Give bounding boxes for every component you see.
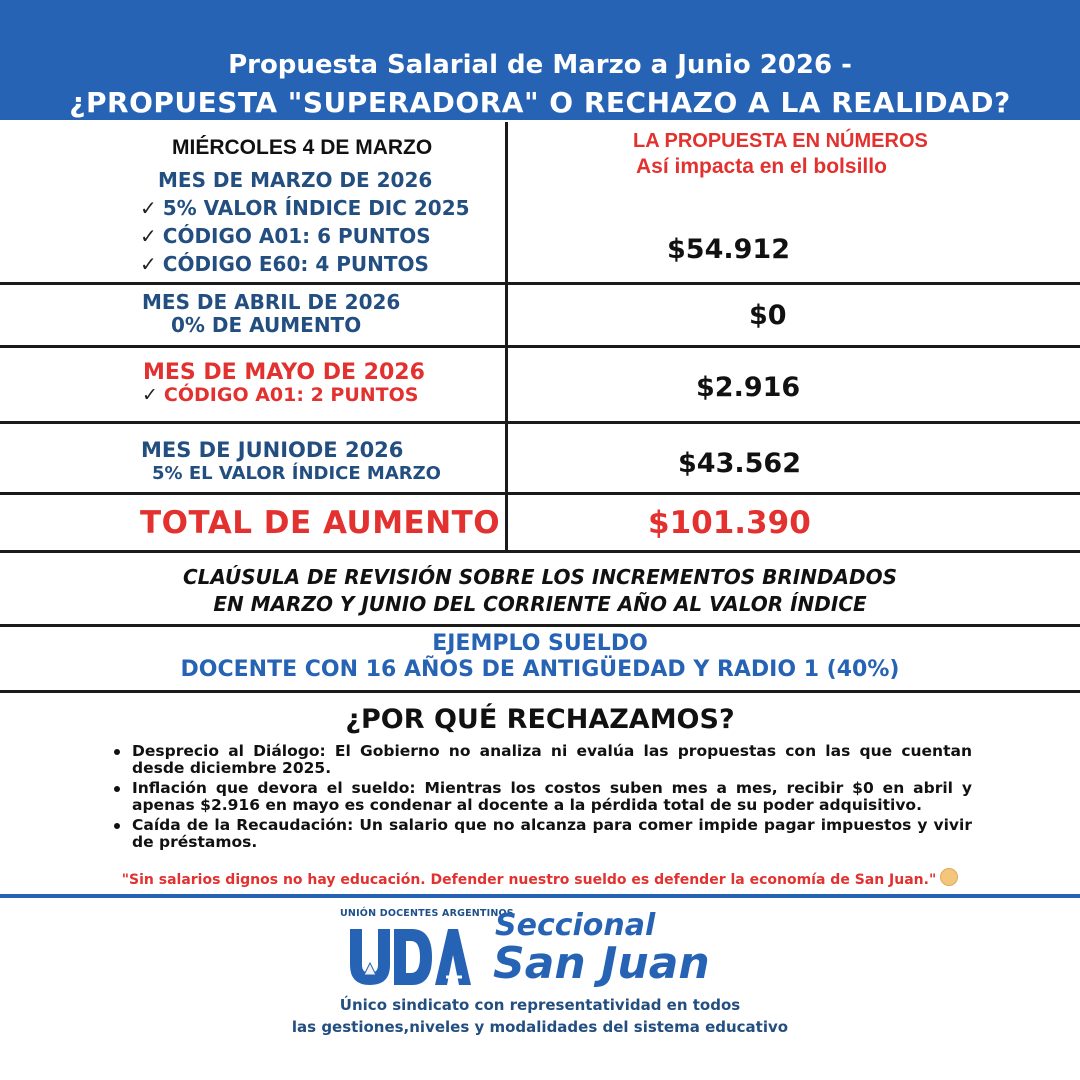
tagline-line1: Único sindicato con representatividad en todos bbox=[339, 996, 741, 1014]
why-bullet-2-text: Inflación que devora el sueldo: Mientras los costos suben mes a mes, recibir $0 en abril y apenas $2.916 en mayo es condenar al docente a la pérdida total de su poder adquisitivo. bbox=[132, 779, 972, 814]
example-divider bbox=[0, 690, 1080, 693]
bullet-icon bbox=[114, 786, 120, 792]
clause-line2: EN MARZO Y JUNIO DEL CORRIENTE AÑO AL VALOR ÍNDICE bbox=[213, 592, 867, 616]
table-divider-1 bbox=[0, 282, 1080, 285]
clause-line1: CLAÚSULA DE REVISIÓN SOBRE LOS INCREMENTOS BRINDADOS bbox=[182, 565, 898, 589]
total-label: TOTAL DE AUMENTO bbox=[140, 505, 501, 541]
sun-emoji-icon bbox=[940, 868, 958, 886]
clause-divider bbox=[0, 624, 1080, 627]
april-month-label: MES DE ABRIL DE 2026 bbox=[142, 290, 401, 314]
table-divider-4 bbox=[0, 492, 1080, 495]
why-bullet-list bbox=[110, 743, 972, 854]
june-month-label: MES DE JUNIODE 2026 bbox=[141, 438, 404, 462]
bullet-icon bbox=[114, 823, 120, 829]
march-item-3 bbox=[140, 252, 429, 276]
example-line2: DOCENTE CON 16 AÑOS DE ANTIGÜEDAD Y RADIO 1 (40%) bbox=[180, 657, 900, 682]
table-divider-3 bbox=[0, 421, 1080, 424]
why-title: ¿POR QUÉ RECHAZAMOS? bbox=[345, 704, 735, 735]
march-item-1 bbox=[140, 196, 470, 220]
check-icon: ✓ bbox=[140, 224, 157, 248]
why-bullet-3-text: Caída de la Recaudación: Un salario que no alcanza para comer impide pagar impuestos y vivir de préstamos. bbox=[132, 816, 972, 851]
seccional-label: Seccional bbox=[495, 908, 656, 943]
header-title-line1: Propuesta Salarial de Marzo a Junio 2026 - bbox=[228, 50, 852, 80]
table-column-divider bbox=[505, 122, 508, 550]
may-amount: $2.916 bbox=[696, 372, 801, 403]
why-bullet-1 bbox=[110, 743, 972, 777]
right-title-2: Así impacta en el bolsillo bbox=[636, 155, 887, 178]
may-item-1 bbox=[142, 384, 418, 406]
march-month-label: MES DE MARZO DE 2026 bbox=[158, 168, 433, 192]
header-banner bbox=[0, 0, 1080, 120]
total-amount: $101.390 bbox=[648, 505, 811, 541]
table-divider-5 bbox=[0, 550, 1080, 553]
why-bullet-2 bbox=[110, 780, 972, 814]
quote-text: "Sin salarios dignos no hay educación. Defender nuestro sueldo es defender la economía de San Juan." bbox=[121, 872, 937, 888]
why-bullet-1-text: Desprecio al Diálogo: El Gobierno no analiza ni evalúa las propuestas con las que cuentan desde diciembre 2025. bbox=[132, 742, 972, 777]
march-item-2 bbox=[140, 224, 431, 248]
right-title-1: LA PROPUESTA EN NÚMEROS bbox=[633, 130, 928, 152]
june-amount: $43.562 bbox=[678, 448, 801, 479]
june-detail: 5% EL VALOR ÍNDICE MARZO bbox=[152, 463, 441, 484]
bullet-icon bbox=[114, 749, 120, 755]
may-month-label: MES DE MAYO DE 2026 bbox=[143, 360, 425, 385]
uda-logo bbox=[348, 925, 471, 985]
march-item-2-text: CÓDIGO A01: 6 PUNTOS bbox=[162, 224, 431, 248]
may-item-1-text: CÓDIGO A01: 2 PUNTOS bbox=[163, 384, 419, 406]
uda-logo-icon bbox=[348, 925, 471, 985]
example-line1: EJEMPLO SUELDO bbox=[432, 631, 648, 656]
april-amount: $0 bbox=[749, 300, 787, 331]
date-label: MIÉRCOLES 4 DE MARZO bbox=[172, 136, 433, 159]
april-detail: 0% DE AUMENTO bbox=[171, 313, 362, 337]
check-icon: ✓ bbox=[140, 196, 157, 220]
check-icon: ✓ bbox=[142, 384, 158, 406]
march-amount: $54.912 bbox=[667, 234, 790, 265]
org-small-label: UNIÓN DOCENTES ARGENTINOS bbox=[340, 908, 514, 919]
table-divider-2 bbox=[0, 345, 1080, 348]
why-bullet-3 bbox=[110, 817, 972, 851]
march-item-1-text: 5% VALOR ÍNDICE DIC 2025 bbox=[162, 196, 470, 220]
check-icon: ✓ bbox=[140, 252, 157, 276]
header-title-line2: ¿PROPUESTA "SUPERADORA" O RECHAZO A LA REALIDAD? bbox=[69, 86, 1011, 119]
march-item-3-text: CÓDIGO E60: 4 PUNTOS bbox=[162, 252, 429, 276]
footer-divider bbox=[0, 894, 1080, 898]
tagline-line2: las gestiones,niveles y modalidades del sistema educativo bbox=[291, 1018, 789, 1036]
city-label: San Juan bbox=[493, 938, 710, 989]
quote-line bbox=[0, 868, 1080, 888]
